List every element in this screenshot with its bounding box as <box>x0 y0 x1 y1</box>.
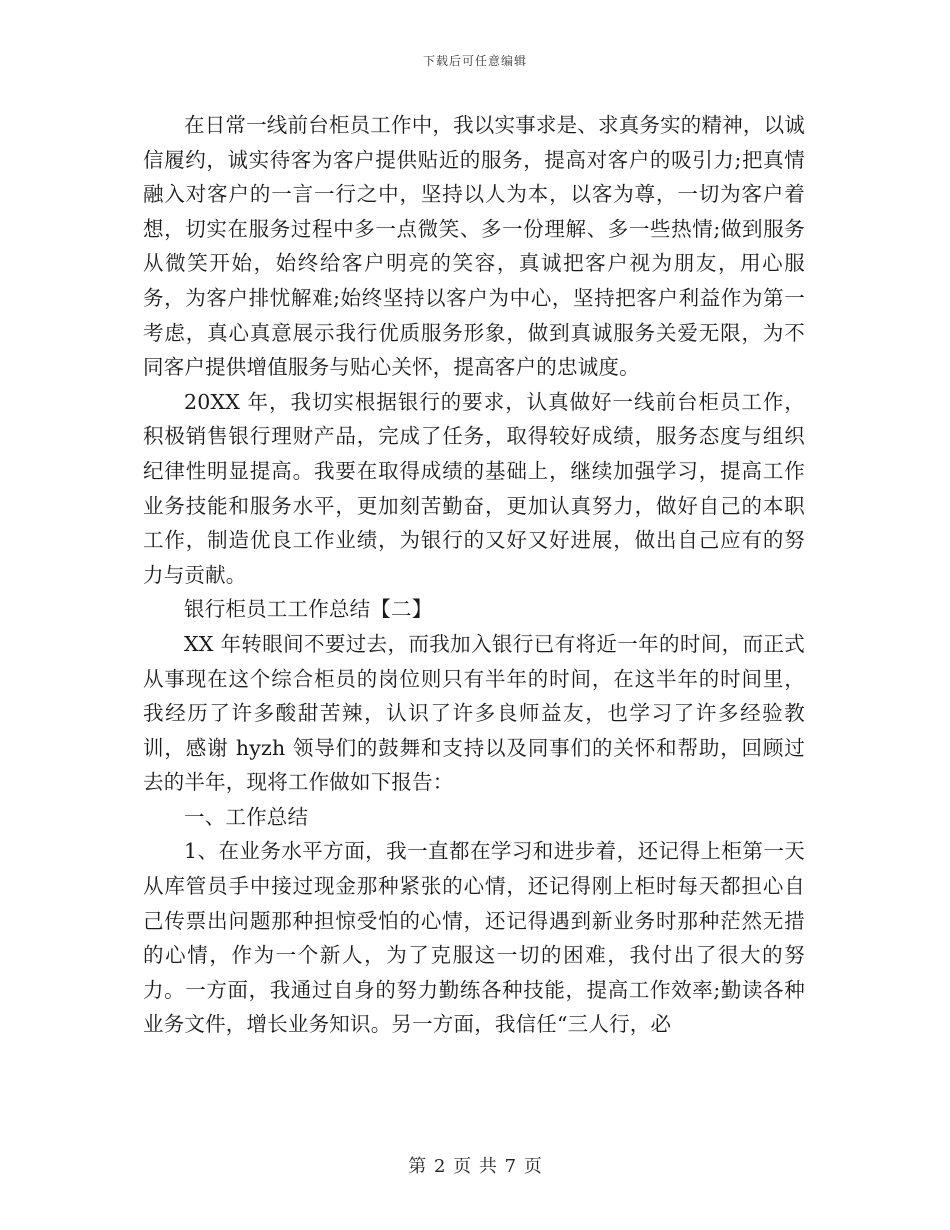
subsection-heading: 一、工作总结 <box>184 804 309 829</box>
page-number: 第 2 页 共 7 页 <box>408 1156 542 1177</box>
page-header: 下载后可任意编辑 <box>422 54 527 68</box>
paragraph-business-level: 1、在业务水平方面，我一直都在学习和进步着，还记得上柜第一天从库管员手中接过现金那种紧张的心情，还记得刚上柜时每天都担心自己传票出问题那种担惊受怕的心情，还记得遇到新业务时那种茫然无措的心情，作为一个新人，为了克服这一切的困难，我付出了很大的努力。一方面，我通过自身的努力勤练各种技能，提高工作效率;勤读各种业务文件，增长业务知识。另一方面，我信任“三人行，必 <box>143 839 805 1037</box>
paragraph-service: 在日常一线前台柜员工作中，我以实事求是、求真务实的精神，以诚信履约，诚实待客为客户提供贴近的服务，提高对客户的吸引力;把真情融入对客户的一言一行之中，坚持以人为本，以客为尊，一切为客户着想，切实在服务过程中多一点微笑、多一份理解、多一些热情;做到服务从微笑开始，始终给客户明亮的笑容，真诚把客户视为朋友，用心服务，为客户排忧解难;始终坚持以客户为中心，坚持把客户利益作为第一考虑，真心真意展示我行优质服务形象，做到真诚服务关爱无限，为不同客户提供增值服务与贴心关怀，提高客户的忠诚度。 <box>143 113 805 380</box>
document-body <box>143 108 805 1042</box>
paragraph-intro: XX 年转眼间不要过去，而我加入银行已有将近一年的时间，而正式从事现在这个综合柜员的岗位则只有半年的时间，在这半年的时间里，我经历了许多酸甜苦辣，认识了许多良师益友，也学习了许多经验教训，感谢 hyzh 领导们的鼓舞和支持以及同事们的关怀和帮助，回顾过去的半年，现将工作做如下报告： <box>143 631 805 795</box>
paragraph-20xx-summary: 20XX 年，我切实根据银行的要求，认真做好一线前台柜员工作，积极销售银行理财产品，完成了任务，取得较好成绩，服务态度与组织纪律性明显提高。我要在取得成绩的基础上，继续加强学习，提高工作业务技能和服务水平，更加刻苦勤奋，更加认真努力，做好自己的本职工作，制造优良工作业绩，为银行的又好又好进展，做出自己应有的努力与贡献。 <box>143 389 805 587</box>
section-title: 银行柜员工工作总结【二】 <box>184 597 433 622</box>
